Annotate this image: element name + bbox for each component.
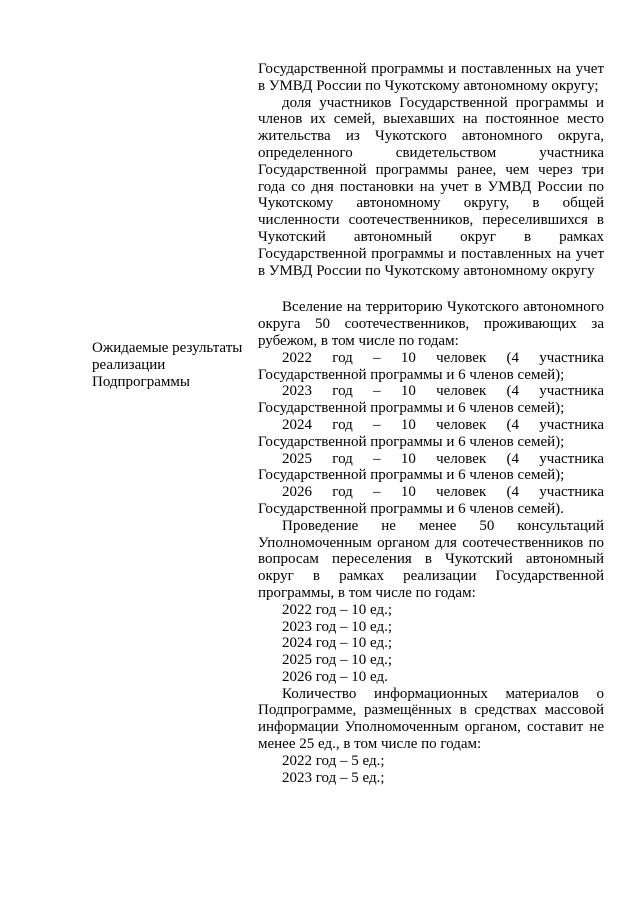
result-year-item: 2023 год – 10 человек (4 участника Государственной программы и 6 членов семей); bbox=[258, 383, 604, 417]
result-year-item: 2023 год – 10 ед.; bbox=[282, 618, 392, 635]
indicator-paragraph: доля участников Государственной программы и членов их семей, выехавших на постоянное место жительства из Чукотского автономного округа, определенного свидетельством участника Государственной программы ранее, чем через три года со дня постановки на учет в УМВД России по Чукотскому автономному округу, в общей численности соотечественников, переселившихся в Чукотский автономный округ в рамках Государственной программы и поставленных на учет в УМВД России по Чукотскому автономному округу bbox=[258, 94, 604, 279]
result-year-item: 2023 год – 5 ед.; bbox=[282, 769, 385, 786]
expected-results bbox=[258, 299, 604, 786]
result-intro-consultations: Проведение не менее 50 консультаций Уполномоченным органом для соотечественников по вопросам переселения в Чукотский автономный округ в рамках реализации Государственной программы, в том числе по годам: bbox=[258, 517, 604, 601]
result-year-item: 2024 год – 10 ед.; bbox=[282, 635, 392, 652]
left-column-label: Ожидаемые результаты реализации Подпрограммы bbox=[92, 340, 243, 390]
result-year-item: 2025 год – 10 человек (4 участника Государственной программы и 6 членов семей); bbox=[258, 450, 604, 484]
result-year-item: 2025 год – 10 ед.; bbox=[282, 652, 392, 669]
result-intro-settlement: Вселение на территорию Чукотского автономного округа 50 соотечественников, проживающих за рубежом, в том числе по годам: bbox=[258, 299, 604, 349]
result-intro-materials: Количество информационных материалов о Подпрограмме, размещённых в средствах массовой информации Уполномоченным органом, составит не менее 25 ед., в том числе по годам: bbox=[258, 685, 604, 753]
result-year-item: 2022 год – 10 человек (4 участника Государственной программы и 6 членов семей); bbox=[258, 349, 604, 383]
result-year-item: 2026 год – 10 ед. bbox=[282, 668, 388, 685]
result-year-item: 2024 год – 10 человек (4 участника Государственной программы и 6 членов семей); bbox=[258, 416, 604, 450]
result-year-item: 2022 год – 5 ед.; bbox=[282, 752, 385, 769]
result-year-item: 2022 год – 10 ед.; bbox=[282, 601, 392, 618]
result-year-item: 2026 год – 10 человек (4 участника Государственной программы и 6 членов семей). bbox=[258, 484, 604, 517]
continued-paragraph: Государственной программы и поставленных на учет в УМВД России по Чукотскому автономному округу; bbox=[258, 61, 604, 94]
right-column bbox=[258, 61, 604, 786]
